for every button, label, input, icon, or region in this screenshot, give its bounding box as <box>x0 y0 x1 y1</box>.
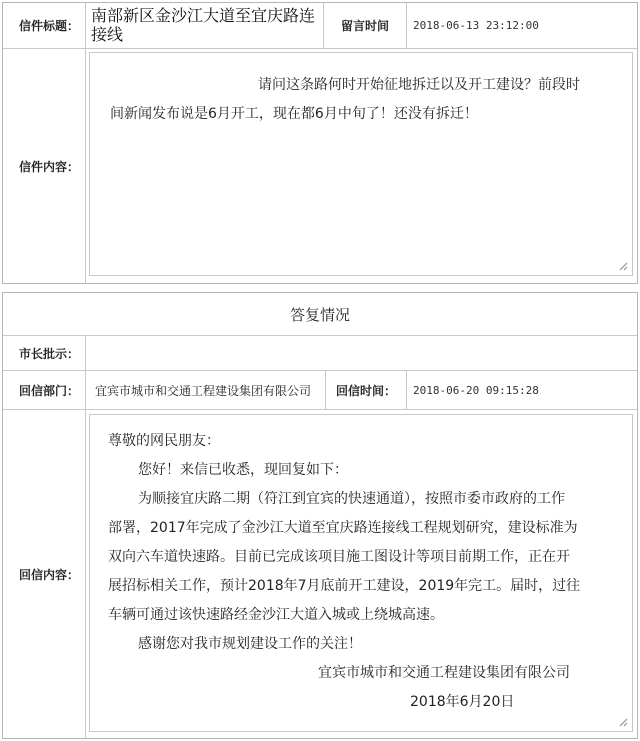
reply-dept-value: 宜宾市城市和交通工程建设集团有限公司 <box>95 383 312 398</box>
letter-panel <box>2 2 638 284</box>
resize-handle-icon[interactable] <box>618 261 628 271</box>
reply-paragraph-2-line-3: 双向六车道快速路。目前已完成该项目施工图设计等项目前期工作，正在开 <box>108 549 570 565</box>
divider <box>85 3 86 283</box>
reply-paragraph-1: 您好！来信已收悉，现回复如下： <box>138 462 348 478</box>
reply-paragraph-2-line-2: 部署，2017年完成了金沙江大道至宜庆路连接线工程规划研究，建设标准为 <box>108 520 578 536</box>
divider <box>85 371 86 409</box>
reply-panel <box>2 292 638 739</box>
reply-content-label: 回信内容： <box>18 567 79 582</box>
reply-content-textarea[interactable] <box>89 414 633 732</box>
mayor-value <box>87 336 635 370</box>
reply-date: 2018年6月20日 <box>410 694 515 710</box>
divider <box>3 409 637 410</box>
reply-paragraph-2-line-1: 为顺接宜庆路二期（符江到宜宾的快速通道），按照市委市政府的工作 <box>138 491 565 507</box>
content-label: 信件内容： <box>18 159 79 174</box>
divider <box>3 48 637 49</box>
mayor-label: 市长批示： <box>18 346 79 361</box>
divider <box>85 336 86 370</box>
reply-section-title: 答复情况 <box>289 305 350 324</box>
post-time-value: 2018-06-13 23:12:00 <box>413 19 539 32</box>
reply-paragraph-2-line-4: 展招标相关工作，预计2018年7月底前开工建设，2019年完工。届时，过往 <box>108 578 581 594</box>
title-label: 信件标题： <box>18 19 79 33</box>
divider <box>85 410 86 738</box>
reply-dept-label: 回信部门： <box>18 383 79 398</box>
resize-handle-icon[interactable] <box>618 717 628 727</box>
reply-paragraph-3: 感谢您对我市规划建设工作的关注！ <box>138 636 362 652</box>
letter-title: 南部新区金沙江大道至宜庆路连接线 <box>91 6 316 44</box>
letter-content-textarea[interactable] <box>89 52 633 276</box>
content-line-1: 请问这条路何时开始征地拆迁以及开工建设？前段时 <box>258 77 580 93</box>
reply-time-label: 回信时间： <box>335 383 396 398</box>
post-time-label: 留言时间 <box>340 19 389 33</box>
reply-time-value: 2018-06-20 09:15:28 <box>413 383 539 397</box>
reply-greeting: 尊敬的网民朋友： <box>108 433 220 449</box>
reply-paragraph-2-line-5: 车辆可通过该快速路经金沙江大道入城或上绕城高速。 <box>108 607 444 623</box>
reply-signature: 宜宾市城市和交通工程建设集团有限公司 <box>318 665 570 681</box>
content-line-2: 间新闻发布说是6月开工，现在都6月中旬了！还没有拆迁！ <box>110 106 478 122</box>
